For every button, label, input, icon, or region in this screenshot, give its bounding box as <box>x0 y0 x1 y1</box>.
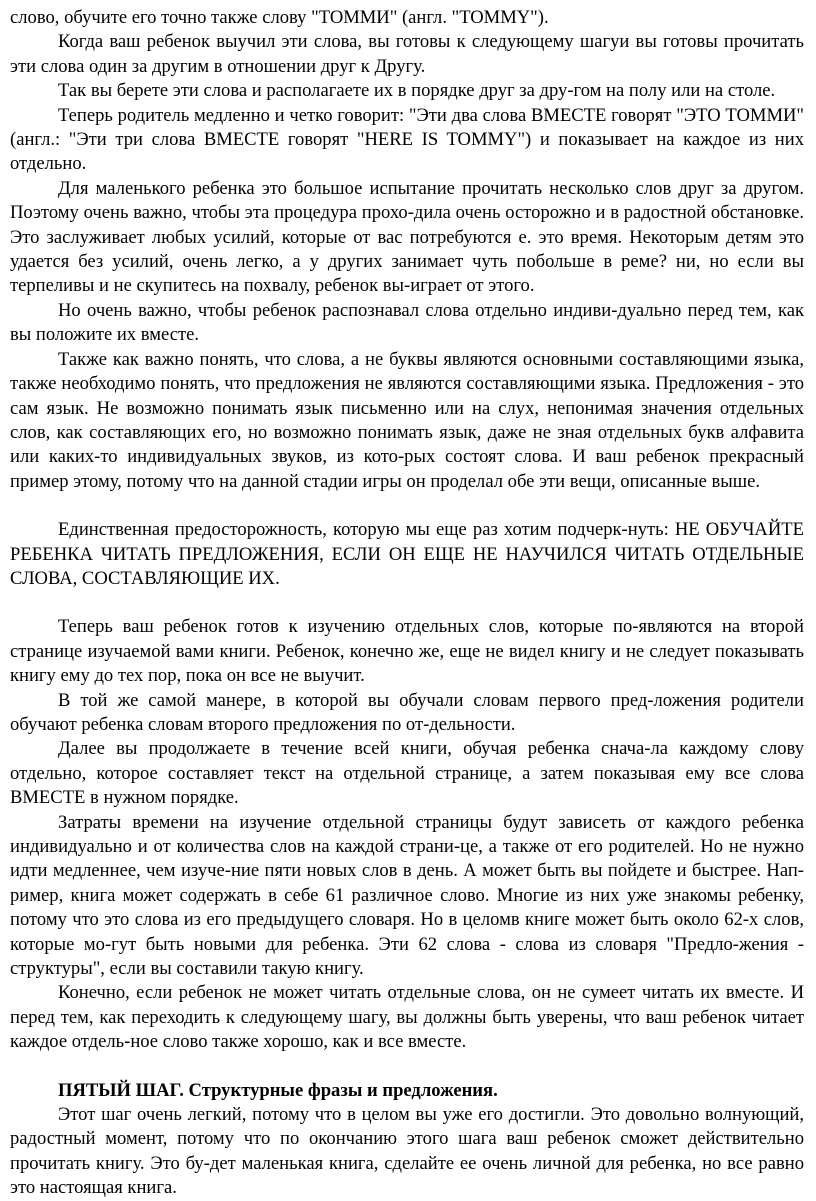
paragraph-9: Теперь ваш ребенок готов к изучению отдельных слов, которые по-являются на второй странице изучаемой вами книги. Ребенок, конечно же, еще не видел книгу и не следует показывать книгу ему до тех пор, пока он все не выучит. <box>10 616 804 687</box>
paragraph-2: Когда ваш ребенок выучил эти слова, вы готовы к следующему шагуи вы готовы прочитать эти слова один за другим в отношении друг к Другу. <box>10 31 804 77</box>
section-heading-title: Структурные фразы и предложения. <box>188 1079 498 1101</box>
section-heading-lead: ПЯТЫЙ ШАГ. <box>58 1079 184 1101</box>
paragraph-warning: Единственная предосторожность, которую мы еще раз хотим подчерк-нуть: НЕ ОБУЧАЙТЕ РЕБЕНКА ЧИТАТЬ ПРЕДЛОЖЕНИЯ, ЕСЛИ ОН ЕЩЕ НЕ НАУЧИЛСЯ ЧИТАТЬ ОТДЕЛЬНЫЕ СЛОВА, СОСТАВЛЯЮЩИЕ ИХ. <box>10 519 804 589</box>
paragraph-11: Далее вы продолжаете в течение всей книги, обучая ребенка снача-ла каждому слову отдельно, которое составляет текст на отдельной странице, а затем показывая ему все слова ВМЕСТЕ в нужном порядке. <box>10 738 804 809</box>
section-heading <box>10 1079 804 1103</box>
paragraph-12: Затраты времени на изучение отдельной страницы будут зависеть от каждого ребенка индивидуально и от количества слов на каждой страни-це, а также от его родителей. Но не нужно идти медленнее, чем изуче-ние пяти новых слов в день. А может быть вы пойдете и быстрее. Нап-ример, книга может содержать в себе 61 различное слово. Многие из них уже знакомы ребенку, потому что это слова из его предыдущего словаря. Но в целомв книге может быть около 62-х слов, которые мо-гут быть новыми для ребенка. Эти 62 слова - слова из словаря "Предло-жения - структуры", если вы составили такую книгу. <box>10 811 804 980</box>
blank-line <box>10 494 804 518</box>
paragraph-3: Так вы берете эти слова и располагаете их в порядке друг за дру-гом на полу или на столе. <box>58 80 776 102</box>
paragraph-1: слово, обучите его точно также слову "ТОММИ" (англ. "TOMMY"). <box>10 7 549 28</box>
paragraph-5: Для маленького ребенка это большое испытание прочитать несколько слов друг за другом. Поэтому очень важно, чтобы эта процедура прохо-дила очень осторожно и в радостной обстановке. Это заслуживает любых усилий, которые от вас потребуются е. это время. Некоторым детям это удается без усилий, очень легко, а у других занимает чуть побольше в реме? ни, но если вы терпеливы и не скупитесь на похвалу, ребенок вы-играет от этого. <box>10 177 804 297</box>
paragraph-6: Но очень важно, чтобы ребенок распознавал слова отдельно индиви-дуально перед тем, как вы положите их вместе. <box>10 299 804 346</box>
paragraph-7: Также как важно понять, что слова, а не буквы являются основными составляющими языка, также необходимо понять, что предложения не являются составляющими языка. Предложения - это сам язык. Не возможно понимать язык письменно или на слух, непонимая значения отдельных слов, как составляющих его, но возможно понимать язык, даже не зная отдельных букв алфавита или каких-то индивидуальных звуков, из кото-рых состоят слова. И ваш ребенок прекрасный пример этому, потому что на данной стадии игры он проделал обе эти вещи, описанные выше. <box>10 348 804 492</box>
blank-line <box>10 591 804 615</box>
paragraph-4: Теперь родитель медленно и четко говорит: "Эти два слова ВМЕСТЕ говорят "ЭТО ТОММИ" (англ.: "Эти три слова ВМЕСТЕ говорят "HERE IS TOMMY") и показывает на каждое из них отдельно. <box>10 104 804 175</box>
blank-line <box>10 1055 804 1079</box>
paragraph-14: Этот шаг очень легкий, потому что в целом вы уже его достигли. Это довольно волнующий, радостный момент, потому что по окончанию этого шага ваш ребенок сможет действительно прочитать книгу. Это бу-дет маленькая книга, сделайте ее очень личной для ребенка, но все равно это настоящая книга. <box>10 1104 804 1199</box>
paragraph-13: Конечно, если ребенок не может читать отдельные слова, он не сумеет читать их вместе. И перед тем, как переходить к следующему шагу, вы должны быть уверены, что ваш ребенок читает каждое отдель-ное слово также хорошо, как и все вместе. <box>10 982 804 1053</box>
paragraph-10: В той же самой манере, в которой вы обучали словам первого пред-ложения родители обучают ребенка словам второго предложения по от-дельности. <box>10 689 804 735</box>
